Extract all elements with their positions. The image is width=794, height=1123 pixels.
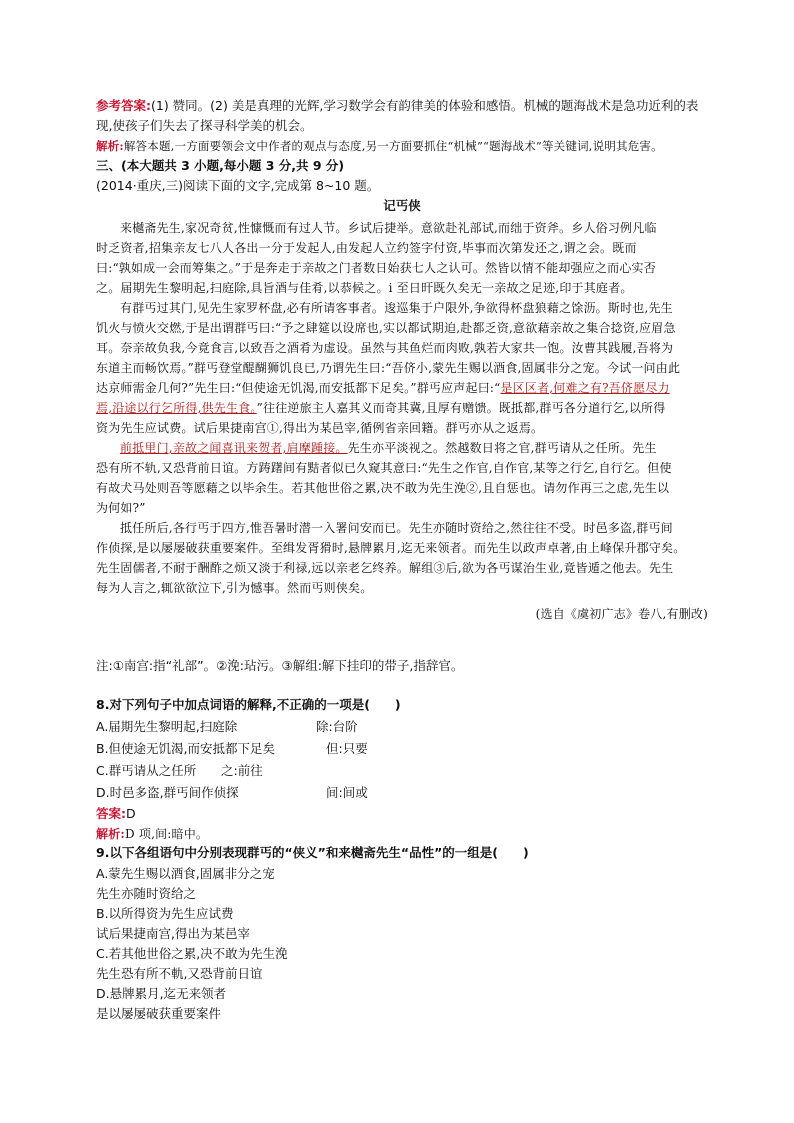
highlighted-sentence: 焉,沿途以行乞所得,供先生食。 <box>96 401 257 415</box>
option-a <box>96 716 708 738</box>
question-stem: 8.对下列句子中加点词语的解释,不正确的一项是( ) <box>96 697 401 712</box>
option-line: 先生亦随时资给之 <box>96 886 197 901</box>
passage-line: ”往往逆旅主人嘉其义而奇其冀,且厚有赠馈。既抵都,群丐各分道行乞,以所得 <box>256 401 666 415</box>
option-line: 是以屡屡破获重要案件 <box>96 1006 222 1021</box>
passage-line: 有群丐过其门,见先生家罗杯盘,必有所请客事者。逡巡集于户限外,争欲得杯盘狼藉之馀沥。斯时也,先生 <box>120 301 673 315</box>
highlighted-sentence: 是区区者,何难之有?吾侪愿尽力 <box>500 381 670 395</box>
passage-line: 耳。奈亲故负我,今竟食言,以致吾之酒肴为虚设。虽然与其鱼烂而肉败,孰若大家共一饱。汝曹其践履,吾将为 <box>96 341 674 355</box>
passage-line: 曰:“孰如成一会而筹集之。”于是奔走于亲故之门者数日始获七人之认可。然皆以情不能却强应之而心实否 <box>96 261 656 275</box>
answer-label: 参考答案: <box>96 98 151 113</box>
explanation-label: 解析: <box>96 827 126 841</box>
passage <box>96 218 708 624</box>
passage-line: 作侦探,是以屡屡破获重要案件。至缉发胥猾时,悬牌累月,迄无来领者。而先生以政声卓著,由上峰保升郡守矣。 <box>96 541 686 555</box>
option-line: B.以所得资为先生应试费 <box>96 906 234 921</box>
option-line: 先生恐有所不軌,又恐背前日谊 <box>96 966 263 981</box>
option-sentence: C.群丐请从之任所 <box>96 763 197 778</box>
answer-text-1: (1) 赞同。(2) 美是真理的光辉,学习数学会有韵律美的体验和感悟。机械的题海战术是急功近利的表 <box>151 98 699 113</box>
option-gloss: 之:前往 <box>221 763 263 778</box>
option-c <box>96 760 708 782</box>
answer-label: 答案: <box>96 806 126 821</box>
explanation-text: D 项,间:暗中。 <box>125 827 209 841</box>
option-gloss: 间:间或 <box>326 785 368 800</box>
passage-line: 先生亦平淡视之。然越数日将之官,群丐请从之任所。先生 <box>347 441 657 455</box>
passage-line: 为何如?” <box>96 501 146 515</box>
option-line: A.蒙先生赐以酒食,固属非分之宠 <box>96 866 275 881</box>
option-gloss: 但:只要 <box>326 741 368 756</box>
passage-line: 每为人言之,辄欲欲泣下,引为憾事。然而丐则侠矣。 <box>96 581 373 595</box>
option-line: C.若其他世俗之累,决不敢为先生浼 <box>96 946 288 961</box>
option-line: 试后果捷南宫,得出为某邑宰 <box>96 926 250 941</box>
passage-line: 有故犬马处则吾等愿藉之以毕余生。若其他世俗之累,决不敢为先生浼②,且自惩也。请勿作再三之虑,先生以 <box>96 481 670 495</box>
section-intro: (2014·重庆,三)阅读下面的文字,完成第 8~10 题。 <box>96 178 380 193</box>
option-sentence: A.届期先生黎明起,扫庭除 <box>96 719 238 734</box>
passage-title: 记丐侠 <box>383 198 421 213</box>
option-line: D.悬牌累月,迄无来领者 <box>96 986 227 1001</box>
passage-line: 恐有所不轨,又恐背前日谊。方踌躇间有黠者似已久窥其意曰:“先生之作官,自作官,某等之行乞,自行乞。但使 <box>96 461 672 475</box>
passage-line: 饥火与愤火交燃,于是出谓群丐曰:“予之肆筵以设席也,实以都试期迫,赴都乏资,意欲藉亲故之集合捻资,应眉急 <box>96 321 676 335</box>
answer-text-2: 现,使孩子们失去了探寻科学美的机会。 <box>96 118 313 133</box>
reference-answer <box>96 96 708 156</box>
explanation-text: 解答本题,一方面要领会文中作者的观点与态度,另一方面要抓住“机械”“题海战术”等关键词,说明其危害。 <box>123 139 663 153</box>
passage-line: 抵任所后,各行丐于四方,惟吾暑时潜一入署问安而已。先生亦随时资给之,然往往不受。时邑多盗,群丐间 <box>120 521 673 535</box>
option-sentence: B.但使途无饥渴,而安抵都下足矣 <box>96 741 276 756</box>
option-b <box>96 738 708 760</box>
option-gloss: 除:台阶 <box>316 719 358 734</box>
option-d <box>96 782 708 804</box>
passage-source: (选自《虞初广志》卷八,有删改) <box>535 607 708 621</box>
passage-line: 来樾斋先生,家况奇贫,性慷慨而有过人节。乡试后捷举。意欲赴礼部试,而绌于资斧。乡人俗习例凡临 <box>120 221 657 235</box>
highlighted-sentence: 前抵里门,亲故之闻喜讯来贺者,肩摩踵接。 <box>120 441 348 455</box>
explanation-label: 解析: <box>96 139 124 153</box>
question-stem: 9.以下各组语句中分别表现群丐的“侠义”和来樾斋先生“品性”的一组是( ) <box>96 845 529 860</box>
answer-value: D <box>126 806 136 821</box>
passage-notes <box>96 656 708 676</box>
question-8 <box>96 694 708 844</box>
passage-line: 先生固儒者,不耐于酬酢之烦又淡于利禄,远以亲老乞终养。解组③后,欲为各丐谋治生业,竟皆遁之他去。先生 <box>96 561 674 575</box>
option-sentence: D.时邑多盗,群丐间作侦探 <box>96 785 239 800</box>
passage-line: 之。届期先生黎明起,扫庭除,具旨酒与佳肴,以恭候之。ⅰ 至日旰既久矣无一亲故之足迹,印于其庭者。 <box>96 281 633 295</box>
passage-line: 时乏资者,招集亲友七八人各出一分于发起人,由发起人立约签字付资,毕事而次第发还之,谓之会。既而 <box>96 241 637 255</box>
passage-line: 东道主而畅饮焉。”群丐登堂醍醐狮饥良已,乃谓先生曰:“吾侪小,蒙先生赐以酒食,固属非分之宠。今试一问由此 <box>96 361 681 375</box>
section-heading: 三、(本大题共 3 小题,每小题 3 分,共 9 分) <box>96 158 345 173</box>
passage-line: 达京师需金几何?”先生曰:“但使途无饥渴,而安抵都下足矣。”群丐应声起曰:“ <box>96 381 501 395</box>
section-header <box>96 156 708 216</box>
notes-text: 注:①南宫:指“礼部”。②浼:玷污。③解组:解下挂印的带子,指辞官。 <box>96 658 464 673</box>
question-9 <box>96 842 708 1024</box>
passage-line: 资为先生应试费。试后果捷南宫①,得出为某邑宰,循例省亲回籍。群丐亦从之返焉。 <box>96 421 544 435</box>
